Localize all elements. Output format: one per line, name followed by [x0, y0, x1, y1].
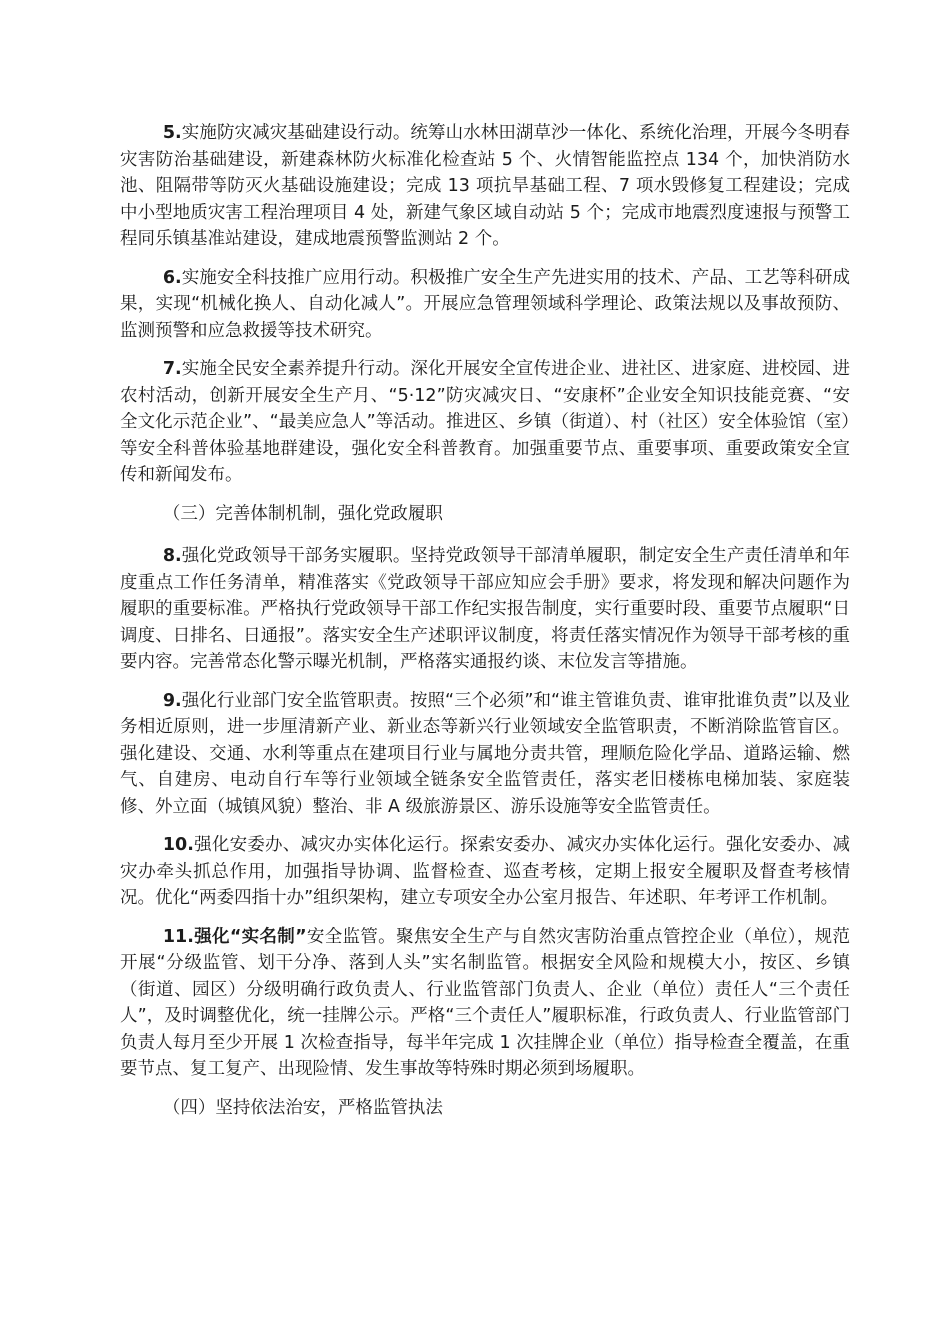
document-page — [120, 120, 850, 1137]
item-number: 6. — [162, 267, 182, 288]
paragraph-text: 强化行业部门安全监管职责。按照“三个必须”和“谁主管谁负责、谁审批谁负责”以及业务相近原则，进一步厘清新产业、新业态等新兴行业领域安全监管职责，不断消除监管盲区。强化建设、交通、水利等重点在建项目行业与属地分责共管，理顺危险化学品、道路运输、燃气、自建房、电动自行车等行业领域全链条安全监管责任，落实老旧楼栋电梯加装、家庭装修、外立面（城镇风貌）整治、非 A 级旅游景区、游乐设施等安全监管责任。 — [120, 690, 850, 817]
paragraph-7 — [120, 356, 850, 489]
paragraph-text: 安全监管。聚焦安全生产与自然灾害防治重点管控企业（单位），规范开展“分级监管、划干分净、落到人头”实名制监管。根据安全风险和规模大小，按区、乡镇（街道、园区）分级明确行政负责人、行业监管部门负责人、企业（单位）责任人“三个责任人”，及时调整优化，统一挂牌公示。严格“三个责任人”履职标准，行政负责人、行业监管部门负责人每月至少开展 1 次检查指导，每半年完成 1 次挂牌企业（单位）指导检查全覆盖，在重要节点、复工复产、出现险情、发生事故等特殊时期必须到场履职。 — [120, 926, 850, 1079]
paragraph-text: 强化党政领导干部务实履职。坚持党政领导干部清单履职，制定安全生产责任清单和年度重点工作任务清单，精准落实《党政领导干部应知应会手册》要求，将发现和解决问题作为履职的重要标准。严格执行党政领导干部工作纪实报告制度，实行重要时段、重要节点履职“日调度、日排名、日通报”。落实安全生产述职评议制度，将责任落实情况作为领导干部考核的重要内容。完善常态化警示曝光机制，严格落实通报约谈、末位发言等措施。 — [120, 546, 850, 672]
section-heading-4: （四）坚持依法治安，严格监管执法 — [162, 1097, 443, 1118]
paragraph-10 — [120, 832, 850, 912]
item-number: 9. — [162, 690, 182, 711]
paragraph-5 — [120, 120, 850, 253]
paragraph-text: 实施防灾减灾基础建设行动。统筹山水林田湖草沙一体化、系统化治理，开展今冬明春灾害防治基础建设，新建森林防火标准化检查站 5 个、火情智能监控点 134 个，加快消防水池、阻隔带等防灭火基础设施建设；完成 13 项抗旱基础工程、7 项水毁修复工程建设；完成中小型地质灾害工程治理项目 4 处，新建气象区域自动站 5 个；完成市地震烈度速报与预警工程同乐镇基准站建设，建成地震预警监测站 2 个。 — [120, 123, 850, 249]
paragraph-8 — [120, 543, 850, 676]
bold-lead: 强化“实名制” — [193, 926, 307, 947]
item-number: 7. — [162, 359, 182, 379]
item-number: 11. — [162, 926, 194, 947]
section-heading-3: （三）完善体制机制，强化党政履职 — [162, 503, 443, 524]
paragraph-9 — [120, 688, 850, 821]
item-number: 5. — [162, 123, 182, 143]
paragraph-text: 强化安委办、减灾办实体化运行。探索安委办、减灾办实体化运行。强化安委办、减灾办牵头抓总作用，加强指导协调、监督检查、巡查考核，定期上报安全履职及督查考核情况。优化“两委四指十办”组织架构，建立专项安全办公室月报告、年述职、年考评工作机制。 — [120, 835, 850, 908]
paragraph-text: 实施安全科技推广应用行动。积极推广安全生产先进实用的技术、产品、工艺等科研成果，实现“机械化换人、自动化减人”。开展应急管理领域科学理论、政策法规以及事故预防、监测预警和应急救援等技术研究。 — [120, 267, 850, 341]
paragraph-11 — [120, 924, 850, 1083]
paragraph-6 — [120, 265, 850, 345]
paragraph-text: 实施全民安全素养提升行动。深化开展安全宣传进企业、进社区、进家庭、进校园、进农村活动，创新开展安全生产月、“5·12”防灾减灾日、“安康杯”企业安全知识技能竞赛、“安全文化示范企业”、“最美应急人”等活动。推进区、乡镇（街道）、村（社区）安全体验馆（室）等安全科普体验基地群建设，强化安全科普教育。加强重要节点、重要事项、重要政策安全宣传和新闻发布。 — [120, 359, 850, 485]
item-number: 8. — [162, 546, 182, 566]
item-number: 10. — [162, 835, 194, 855]
